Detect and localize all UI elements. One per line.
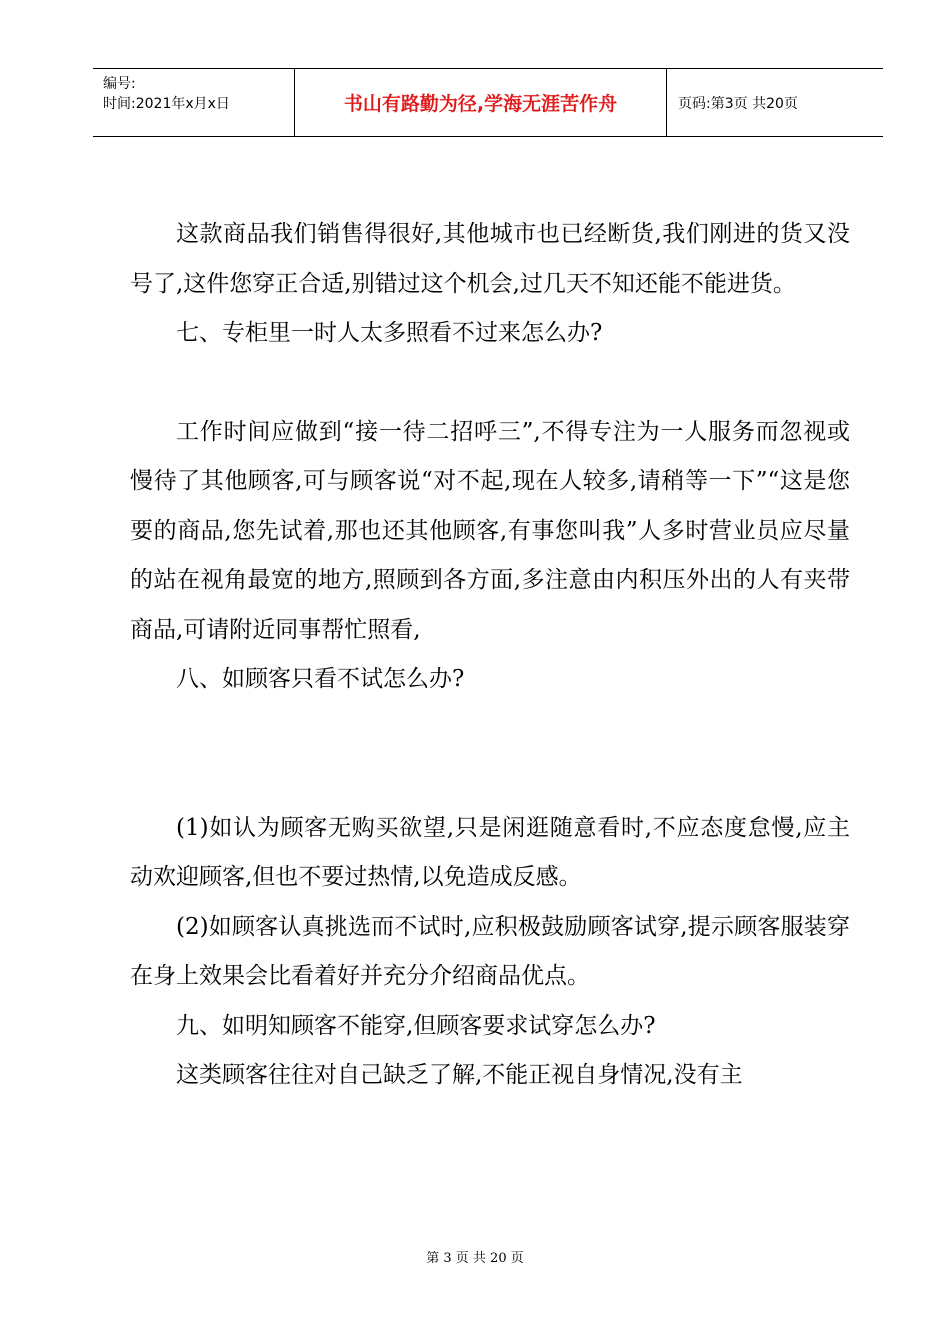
paragraph: (2)如顾客认真挑选而不试时,应积极鼓励顾客试穿,提示顾客服装穿在身上效果会比看着好并充分介绍商品优点。 [130,913,850,989]
spacer [130,359,850,408]
paragraph: 这类顾客往往对自己缺乏了解,不能正视自身情况,没有主 [176,1062,743,1088]
section-heading: 九、如明知顾客不能穿,但顾客要求试穿怎么办? [176,1012,656,1039]
header-motto: 书山有路勤为径,学海无涯苦作舟 [295,69,667,136]
header-meta [93,69,295,136]
number-label: 编号: [103,76,136,92]
paragraph: (1)如认为顾客无购买欲望,只是闲逛随意看时,不应态度怠慢,应主动欢迎顾客,但也不要过热情,以免造成反感。 [130,814,850,890]
section-heading: 八、如顾客只看不试怎么办? [176,666,465,692]
page-footer: 第 3 页 共 20 页 [426,1251,524,1266]
document-body [130,210,850,1101]
paragraph: 这款商品我们销售得很好,其他城市也已经断货,我们刚进的货又没号了,这件您穿正合适,别错过这个机会,过几天不知还能不能进货。 [130,221,850,297]
paragraph: 工作时间应做到“接一待二招呼三”,不得专注为一人服务而忽视或慢待了其他顾客,可与顾客说“对不起,现在人较多,请稍等一下”“这是您要的商品,您先试着,那也还其他顾客,有事您叫我”人多时营业员应尽量的站在视角最宽的地方,照顾到各方面,多注意由内积压外出的人有夹带商品,可请附近同事帮忙照看, [130,418,850,643]
spacer [130,705,850,804]
time-label: 时间:2021年x月x日 [103,96,230,112]
header-page-label: 页码:第3页 共20页 [678,96,798,112]
page-header [93,68,883,137]
section-heading: 七、专柜里一时人太多照看不过来怎么办? [176,320,603,346]
